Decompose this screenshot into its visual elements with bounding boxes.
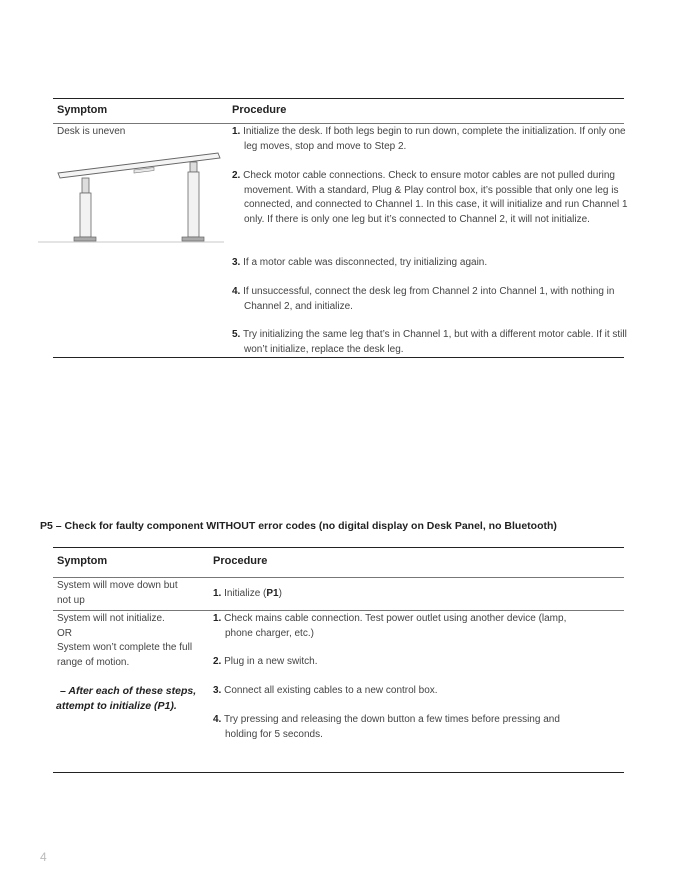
step-text: Check mains cable connection. Test power outlet using another device (lamp, phone charger, etc.) xyxy=(224,613,567,639)
step-number: 4. xyxy=(232,286,241,297)
table2-row2-note: – After each of these steps, attempt to initialize (P1). xyxy=(56,685,197,712)
table1-step-4 xyxy=(232,285,636,314)
table1-step-2 xyxy=(232,169,636,227)
table2-bottom-rule xyxy=(53,772,624,773)
table2-row2-step-1 xyxy=(213,612,585,641)
symptom-line: System won’t complete the full range of motion. xyxy=(57,642,193,668)
symptom-line: OR xyxy=(57,627,72,639)
step-text: Try pressing and releasing the down button a few times before pressing and holding for 5 seconds. xyxy=(223,714,560,740)
table2-top-rule xyxy=(53,547,624,548)
table2-row1-step xyxy=(213,587,625,602)
table2-row2-step-2 xyxy=(213,655,585,670)
table1-step-3 xyxy=(232,256,636,271)
table1-header-symptom: Symptom xyxy=(57,104,108,116)
table1-header-rule xyxy=(53,123,624,124)
symptom-line: System will not initialize. xyxy=(57,613,165,624)
section-p5-title: P5 – Check for faulty component WITHOUT error codes (no digital display on Desk Panel, no Bluetooth) xyxy=(40,520,557,532)
table1-step-1 xyxy=(232,125,636,154)
table2-row1-symptom: System will move down but not up xyxy=(57,580,178,606)
table2-header-rule xyxy=(53,577,624,578)
step-number: 4. xyxy=(213,714,222,725)
table1-bottom-rule xyxy=(53,357,624,358)
step-number: 3. xyxy=(232,257,241,268)
step-number: 1. xyxy=(232,126,241,137)
step-text: If unsuccessful, connect the desk leg from Channel 2 into Channel 1, with nothing in Channel 2, and initialize. xyxy=(243,286,615,312)
step-text: Initialize the desk. If both legs begin to run down, complete the initialization. If only one leg moves, stop and move to Step 2. xyxy=(243,126,626,152)
step-text: If a motor cable was disconnected, try initializing again. xyxy=(243,257,488,268)
step-number: 3. xyxy=(213,685,222,696)
procedure-code: P1 xyxy=(266,588,279,599)
step-text: Check motor cable connections. Check to ensure motor cables are not pulled during movement. With a standard, Plug & Play control box, it’s possible that only one leg is connected, and connected to Channel 1. In this case, it will initialize and run Channel 1 only. If there is only one leg but it’s connected to Channel 2, it will not initialize. xyxy=(243,170,628,225)
page-number: 4 xyxy=(40,850,47,864)
step-text: Connect all existing cables to a new control box. xyxy=(224,685,438,696)
step-text: Plug in a new switch. xyxy=(224,656,318,667)
table1-symptom: Desk is uneven xyxy=(57,126,126,137)
table1-header-procedure: Procedure xyxy=(232,104,287,116)
table2-header-symptom: Symptom xyxy=(57,555,108,567)
table1-top-rule xyxy=(53,98,624,99)
step-number: 1. xyxy=(213,588,222,599)
step-text-pre: Initialize ( xyxy=(224,588,267,599)
standing-desk-uneven-icon xyxy=(38,148,224,246)
step-number: 2. xyxy=(213,656,222,667)
table2-row-divider xyxy=(53,610,624,611)
step-number: 2. xyxy=(232,170,241,181)
step-text: Try initializing the same leg that’s in Channel 1, but with a different motor cable. If it still won’t initialize, replace the desk leg. xyxy=(242,329,627,355)
table1-step-5 xyxy=(232,328,636,357)
table2-row2-symptom xyxy=(57,612,207,670)
step-number: 5. xyxy=(232,329,241,340)
step-number: 1. xyxy=(213,613,222,624)
step-text-post: ) xyxy=(278,588,282,599)
table2-row2-step-3 xyxy=(213,684,585,699)
table2-header-procedure: Procedure xyxy=(213,555,268,567)
table2-row2-step-4 xyxy=(213,713,585,742)
